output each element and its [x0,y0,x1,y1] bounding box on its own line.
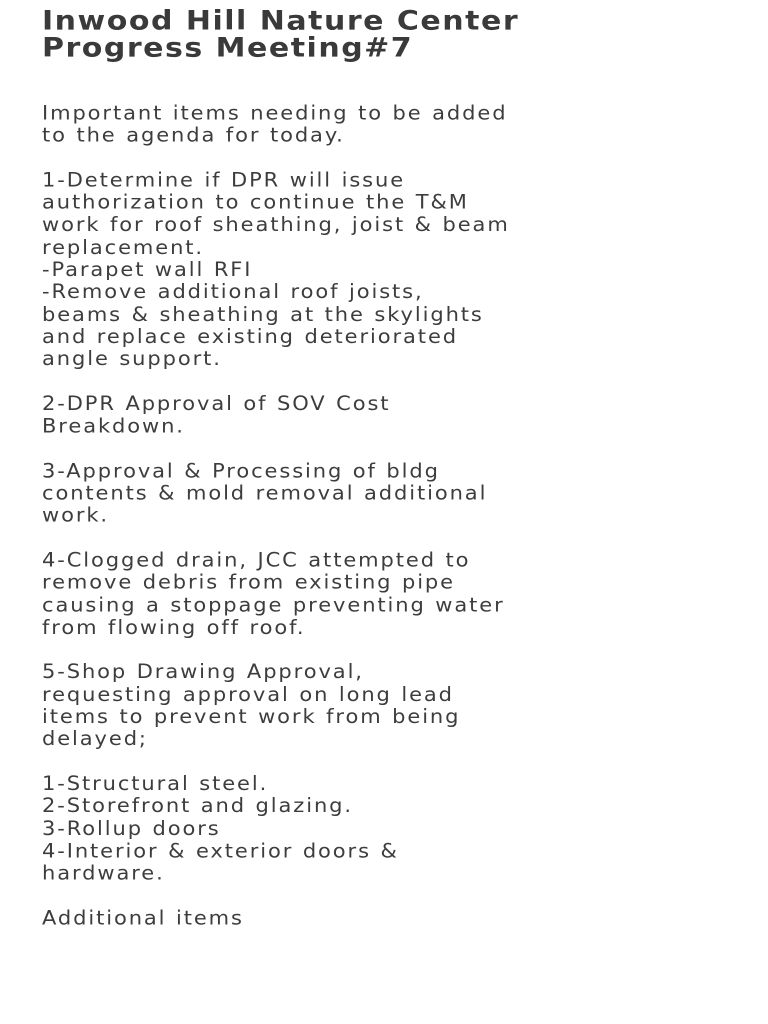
title-line: Progress Meeting#7 [42,32,414,64]
list-item: 1-Structural steel. [42,772,269,795]
agenda-item-4 [42,549,768,638]
text-line: 4-Clogged drain, JCC attempted to [42,549,471,572]
page-title [42,5,768,64]
text-line: remove debris from existing pipe [42,571,455,594]
text-line: replacement. [42,236,204,259]
text-line: work for roof sheathing, joist & beam [42,213,510,236]
additional-items-heading [42,907,768,929]
document-body [42,102,768,929]
text-line: contents & mold removal additional [42,482,488,505]
text-line: Additional items [42,906,244,929]
text-line: 1-Determine if DPR will issue [42,169,406,192]
agenda-item-2 [42,393,768,438]
list-item: 4-Interior & exterior doors & [42,839,399,862]
shop-drawing-list [42,773,768,885]
text-line: angle support. [42,347,222,370]
text-line: causing a stoppage preventing water [42,593,505,616]
text-line: and replace existing deteriorated [42,325,458,348]
text-line: from flowing off roof. [42,616,306,639]
text-line: authorization to continue the T&M [42,191,469,214]
text-line: 3-Approval & Processing of bldg [42,459,440,482]
intro-paragraph [42,102,768,147]
text-line: beams & sheathing at the skylights [42,303,484,326]
list-item: 3-Rollup doors [42,817,221,840]
text-line: delayed; [42,727,148,750]
text-line: Breakdown. [42,414,185,438]
agenda-item-3 [42,460,768,527]
text-line: to the agenda for today. [42,124,345,147]
text-line: 2-DPR Approval of SOV Cost [42,392,391,415]
text-line: 5-Shop Drawing Approval, [42,660,364,683]
text-line: Important items needing to be added [42,102,508,125]
list-item: 2-Storefront and glazing. [42,794,353,818]
text-line: -Remove additional roof joists, [42,280,424,303]
list-item: hardware. [42,862,165,885]
text-line: requesting approval on long lead [42,683,454,706]
text-line: work. [42,504,109,527]
text-line: items to prevent work from being [42,705,461,728]
agenda-item-5 [42,661,768,750]
text-line: -Parapet wall RFI [42,258,253,281]
agenda-item-1 [42,169,768,370]
title-line: Inwood Hill Nature Center [42,5,520,37]
